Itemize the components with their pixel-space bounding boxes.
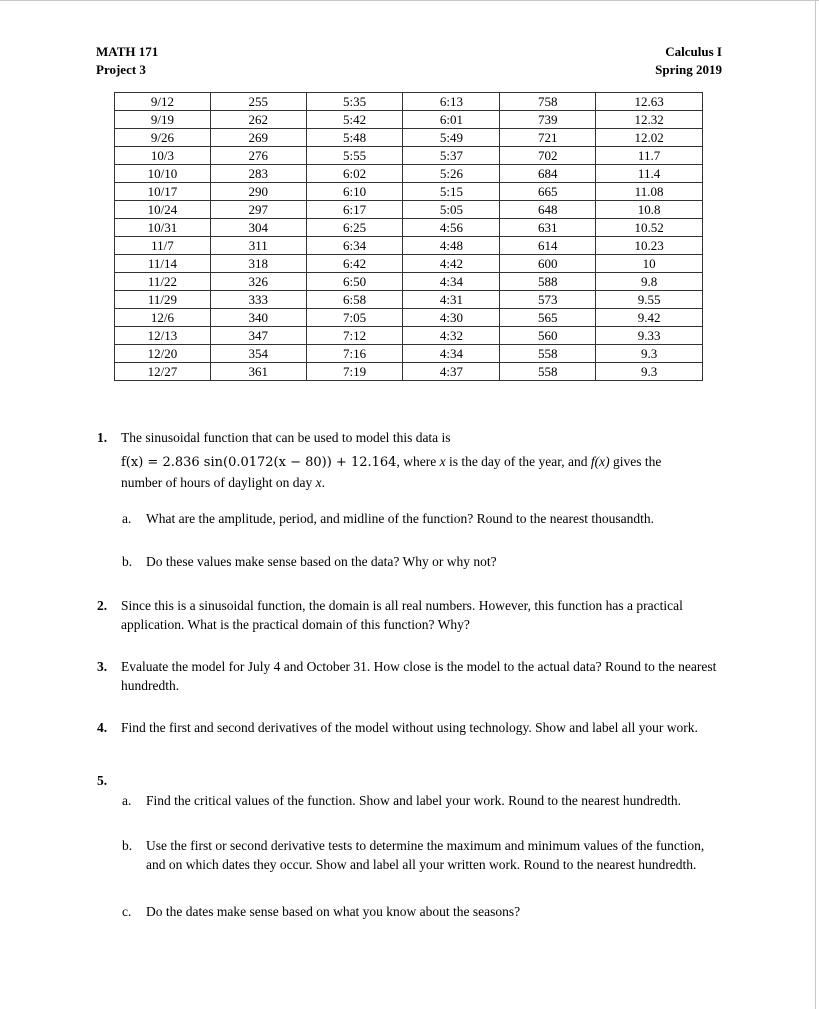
table-row bbox=[115, 183, 703, 201]
table-cell: 10 bbox=[596, 255, 703, 273]
table-row bbox=[115, 363, 703, 381]
table-cell: 5:42 bbox=[306, 111, 403, 129]
table-cell: 290 bbox=[210, 183, 306, 201]
table-cell: 361 bbox=[210, 363, 306, 381]
table-cell: 9/12 bbox=[115, 93, 211, 111]
table-cell: 6:25 bbox=[306, 219, 403, 237]
table-cell: 347 bbox=[210, 327, 306, 345]
table-cell: 12/13 bbox=[115, 327, 211, 345]
question-number: 1. bbox=[97, 430, 108, 445]
page-top-border bbox=[0, 0, 819, 1]
sub-label: a. bbox=[122, 511, 132, 526]
table-cell: 9.33 bbox=[596, 327, 703, 345]
table-cell: 276 bbox=[210, 147, 306, 165]
table-cell: 255 bbox=[210, 93, 306, 111]
table-cell: 11.7 bbox=[596, 147, 703, 165]
table-cell: 297 bbox=[210, 201, 306, 219]
table-cell: 11.4 bbox=[596, 165, 703, 183]
question-1 bbox=[97, 429, 721, 493]
table-cell: 12/6 bbox=[115, 309, 211, 327]
table-cell: 631 bbox=[500, 219, 596, 237]
question-4 bbox=[97, 719, 721, 738]
sub-label: a. bbox=[122, 793, 132, 808]
table-cell: 558 bbox=[500, 345, 596, 363]
term-title: Spring 2019 bbox=[655, 62, 722, 77]
table-cell: 4:34 bbox=[403, 273, 500, 291]
table-cell: 565 bbox=[500, 309, 596, 327]
table-cell: 6:02 bbox=[306, 165, 403, 183]
table-cell: 648 bbox=[500, 201, 596, 219]
table-cell: 5:48 bbox=[306, 129, 403, 147]
page-right-border bbox=[815, 0, 816, 1009]
table-cell: 5:05 bbox=[403, 201, 500, 219]
table-row bbox=[115, 291, 703, 309]
table-cell: 304 bbox=[210, 219, 306, 237]
question-3 bbox=[97, 658, 721, 695]
table-cell: 588 bbox=[500, 273, 596, 291]
table-cell: 4:48 bbox=[403, 237, 500, 255]
table-row bbox=[115, 273, 703, 291]
table-cell: 4:34 bbox=[403, 345, 500, 363]
table-cell: 9.3 bbox=[596, 345, 703, 363]
table-cell: 7:05 bbox=[306, 309, 403, 327]
table-cell: 4:30 bbox=[403, 309, 500, 327]
table-cell: 12.32 bbox=[596, 111, 703, 129]
table-cell: 5:26 bbox=[403, 165, 500, 183]
table-cell: 6:50 bbox=[306, 273, 403, 291]
table-cell: 6:17 bbox=[306, 201, 403, 219]
table-cell: 269 bbox=[210, 129, 306, 147]
course-title: MATH 171 bbox=[96, 44, 159, 59]
table-cell: 12/20 bbox=[115, 345, 211, 363]
table-cell: 333 bbox=[210, 291, 306, 309]
question-5c-text: Do the dates make sense based on what you know about the seasons? bbox=[146, 904, 521, 919]
table-cell: 11/22 bbox=[115, 273, 211, 291]
question-4-text: Find the first and second derivatives of the model without using technology. Show and label all your work. bbox=[121, 720, 698, 735]
table-cell: 702 bbox=[500, 147, 596, 165]
table-cell: 12.02 bbox=[596, 129, 703, 147]
table-cell: 9/26 bbox=[115, 129, 211, 147]
question-1-text: The sinusoidal function that can be used to model this data is bbox=[121, 430, 451, 445]
table-cell: 4:56 bbox=[403, 219, 500, 237]
table-cell: 340 bbox=[210, 309, 306, 327]
question-1-line3: number of hours of daylight on day x. bbox=[121, 475, 325, 490]
table-cell: 721 bbox=[500, 129, 596, 147]
table-cell: 7:19 bbox=[306, 363, 403, 381]
table-cell: 311 bbox=[210, 237, 306, 255]
table-row bbox=[115, 255, 703, 273]
table-cell: 5:35 bbox=[306, 93, 403, 111]
table-cell: 9/19 bbox=[115, 111, 211, 129]
table-cell: 4:42 bbox=[403, 255, 500, 273]
table-row bbox=[115, 111, 703, 129]
table-cell: 5:49 bbox=[403, 129, 500, 147]
table-row bbox=[115, 165, 703, 183]
table-cell: 9.55 bbox=[596, 291, 703, 309]
question-1b-text: Do these values make sense based on the data? Why or why not? bbox=[146, 554, 497, 569]
header-left bbox=[96, 43, 158, 79]
table-cell: 6:58 bbox=[306, 291, 403, 309]
table-row bbox=[115, 327, 703, 345]
daylight-table bbox=[114, 92, 703, 381]
table-row bbox=[115, 129, 703, 147]
table-cell: 6:01 bbox=[403, 111, 500, 129]
table-cell: 6:42 bbox=[306, 255, 403, 273]
question-number: 2. bbox=[97, 598, 108, 613]
table-cell: 11/14 bbox=[115, 255, 211, 273]
table-cell: 5:37 bbox=[403, 147, 500, 165]
table-cell: 614 bbox=[500, 237, 596, 255]
table-row bbox=[115, 93, 703, 111]
table-row bbox=[115, 237, 703, 255]
project-title: Project 3 bbox=[96, 62, 146, 77]
table-row bbox=[115, 147, 703, 165]
table-cell: 7:16 bbox=[306, 345, 403, 363]
table-cell: 10.23 bbox=[596, 237, 703, 255]
table-cell: 4:37 bbox=[403, 363, 500, 381]
table-row bbox=[115, 345, 703, 363]
question-2 bbox=[97, 597, 726, 634]
table-cell: 684 bbox=[500, 165, 596, 183]
table-cell: 6:34 bbox=[306, 237, 403, 255]
table-cell: 10/24 bbox=[115, 201, 211, 219]
table-cell: 739 bbox=[500, 111, 596, 129]
header-right bbox=[560, 43, 722, 79]
table-cell: 11.08 bbox=[596, 183, 703, 201]
table-cell: 5:15 bbox=[403, 183, 500, 201]
subject-title: Calculus I bbox=[665, 44, 722, 59]
table-cell: 560 bbox=[500, 327, 596, 345]
question-number: 4. bbox=[97, 720, 108, 735]
question-1-formula-line: f(x) = 2.836 sin(0.0172(x − 80)) + 12.164, where x is the day of the year, and f(x) gives the bbox=[121, 453, 662, 470]
sub-label: b. bbox=[122, 838, 133, 853]
table-cell: 326 bbox=[210, 273, 306, 291]
table-cell: 573 bbox=[500, 291, 596, 309]
table-cell: 10/10 bbox=[115, 165, 211, 183]
table-cell: 6:13 bbox=[403, 93, 500, 111]
table-cell: 7:12 bbox=[306, 327, 403, 345]
table-cell: 6:10 bbox=[306, 183, 403, 201]
table-cell: 4:31 bbox=[403, 291, 500, 309]
table-cell: 12.63 bbox=[596, 93, 703, 111]
table-row bbox=[115, 219, 703, 237]
table-cell: 262 bbox=[210, 111, 306, 129]
question-5b bbox=[122, 837, 726, 874]
table-cell: 318 bbox=[210, 255, 306, 273]
table-cell: 758 bbox=[500, 93, 596, 111]
table-cell: 5:55 bbox=[306, 147, 403, 165]
table-cell: 665 bbox=[500, 183, 596, 201]
model-formula: f(x) = 2.836 sin(0.0172(x − 80)) + 12.164 bbox=[121, 454, 397, 470]
question-number: 5. bbox=[97, 773, 108, 788]
table-cell: 11/29 bbox=[115, 291, 211, 309]
table-cell: 4:32 bbox=[403, 327, 500, 345]
question-3-text: Evaluate the model for July 4 and October 31. How close is the model to the actual data? Round to the nearest hundredth. bbox=[121, 659, 717, 693]
table-cell: 10/17 bbox=[115, 183, 211, 201]
table-cell: 12/27 bbox=[115, 363, 211, 381]
question-1b bbox=[122, 553, 706, 572]
table-cell: 10/3 bbox=[115, 147, 211, 165]
table-cell: 354 bbox=[210, 345, 306, 363]
table-cell: 9.42 bbox=[596, 309, 703, 327]
question-1a-text: What are the amplitude, period, and midline of the function? Round to the nearest thousandth. bbox=[146, 511, 654, 526]
question-5c bbox=[122, 903, 726, 922]
table-cell: 11/7 bbox=[115, 237, 211, 255]
table-cell: 9.8 bbox=[596, 273, 703, 291]
question-number: 3. bbox=[97, 659, 108, 674]
sub-label: b. bbox=[122, 554, 133, 569]
table-row bbox=[115, 201, 703, 219]
question-2-text: Since this is a sinusoidal function, the domain is all real numbers. However, this function has a practical application. What is the practical domain of this function? Why? bbox=[121, 598, 683, 632]
sub-label: c. bbox=[122, 904, 132, 919]
table-cell: 283 bbox=[210, 165, 306, 183]
question-5a bbox=[122, 792, 726, 811]
table-cell: 10.8 bbox=[596, 201, 703, 219]
table-cell: 10.52 bbox=[596, 219, 703, 237]
table-row bbox=[115, 309, 703, 327]
table-cell: 600 bbox=[500, 255, 596, 273]
question-1a bbox=[122, 510, 706, 529]
table-cell: 558 bbox=[500, 363, 596, 381]
table-cell: 9.3 bbox=[596, 363, 703, 381]
table-cell: 10/31 bbox=[115, 219, 211, 237]
question-5b-text: Use the first or second derivative tests to determine the maximum and minimum values of the function, and on which dates they occur. Show and label all your written work. Round to the nearest hundredth. bbox=[146, 838, 705, 872]
question-5a-text: Find the critical values of the function. Show and label your work. Round to the nearest hundredth. bbox=[146, 793, 682, 808]
